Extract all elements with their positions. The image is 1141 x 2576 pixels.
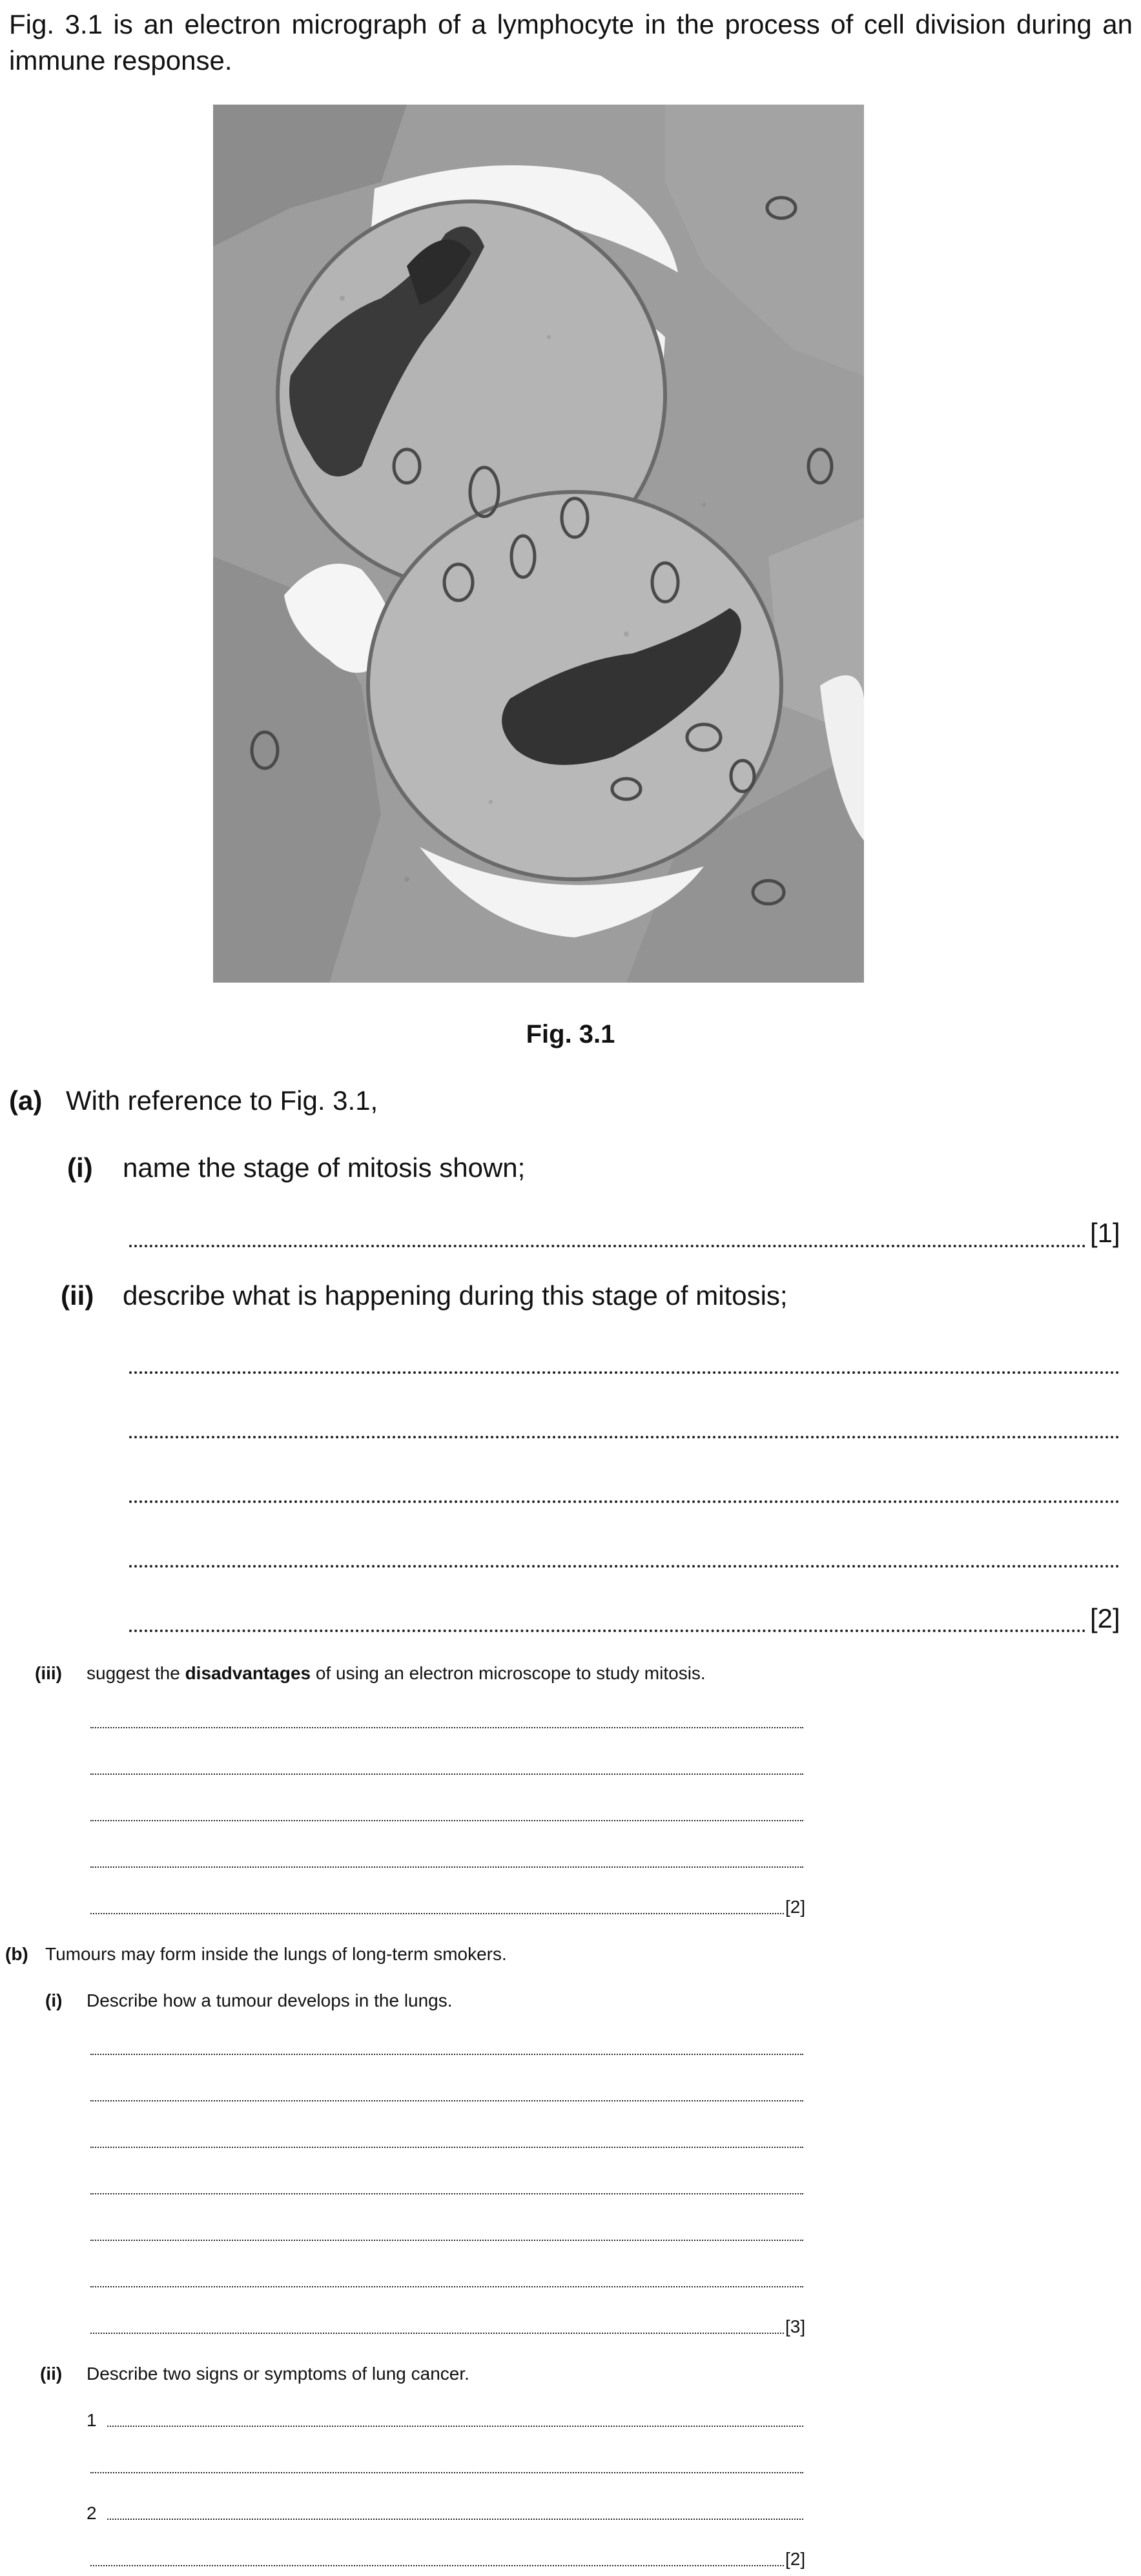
- answer-line[interactable]: [129, 1565, 1120, 1568]
- marks-a-i: [1]: [1090, 1218, 1120, 1248]
- answer-line[interactable]: [90, 2193, 803, 2194]
- answer-line[interactable]: [90, 2286, 803, 2287]
- part-a-ii-text: describe what is happening during this stage of mitosis;: [123, 1280, 788, 1311]
- part-a-iii-text-before: suggest the: [87, 1663, 185, 1683]
- answer-number-2: 2: [87, 2503, 97, 2523]
- answer-line[interactable]: [129, 1630, 1086, 1632]
- part-a-iii-text: [87, 1662, 706, 1684]
- answer-number-1: 1: [87, 2410, 97, 2430]
- marks-a-iii: [2]: [785, 1897, 806, 1917]
- answer-line[interactable]: [90, 1727, 803, 1728]
- answer-line[interactable]: [129, 1371, 1120, 1374]
- answer-line[interactable]: [90, 2100, 803, 2101]
- part-b-i-label: (i): [45, 1990, 63, 2010]
- part-a-iii-label: (iii): [35, 1663, 62, 1683]
- part-b-label: (b): [5, 1944, 28, 1964]
- part-a-iii-text-bold: disadvantages: [185, 1663, 311, 1683]
- answer-line[interactable]: [90, 2240, 803, 2241]
- answer-line[interactable]: [90, 2147, 803, 2148]
- part-b-stem: Tumours may form inside the lungs of long-term smokers.: [45, 1944, 507, 1964]
- answer-line[interactable]: [90, 2472, 803, 2473]
- answer-line[interactable]: [90, 1866, 803, 1868]
- answer-line[interactable]: [129, 1436, 1120, 1438]
- part-b-ii-text: Describe two signs or symptoms of lung cancer.: [87, 2364, 469, 2384]
- part-a-i-text: name the stage of mitosis shown;: [123, 1152, 526, 1183]
- answer-line[interactable]: [90, 2054, 803, 2055]
- part-a-i-label: (i): [67, 1152, 93, 1183]
- figure-caption: Fig. 3.1: [526, 1020, 615, 1048]
- answer-line[interactable]: [129, 1245, 1086, 1247]
- part-a-stem: With reference to Fig. 3.1,: [66, 1085, 378, 1116]
- electron-micrograph: [213, 105, 864, 983]
- part-a-iii-text-after: of using an electron microscope to study mitosis.: [311, 1663, 706, 1683]
- part-a-ii-label: (ii): [61, 1280, 94, 1311]
- marks-b-ii: [2]: [785, 2549, 806, 2569]
- answer-line[interactable]: [107, 2426, 803, 2427]
- answer-line[interactable]: [107, 2519, 803, 2520]
- part-b-i-text: Describe how a tumour develops in the lungs.: [87, 1990, 453, 2010]
- answer-line[interactable]: [90, 1820, 803, 1821]
- answer-line[interactable]: [90, 1774, 803, 1775]
- answer-line[interactable]: [90, 1913, 784, 1914]
- answer-line[interactable]: [129, 1500, 1120, 1503]
- part-b-ii-label: (ii): [40, 2364, 63, 2384]
- answer-line[interactable]: [90, 2333, 784, 2334]
- marks-b-i: [3]: [785, 2316, 806, 2336]
- answer-line[interactable]: [90, 2565, 784, 2566]
- marks-a-ii: [2]: [1090, 1603, 1120, 1633]
- micrograph-image: [213, 105, 864, 983]
- part-a-label: (a): [9, 1085, 43, 1116]
- intro-text: Fig. 3.1 is an electron micrograph of a lymphocyte in the process of cell division during an immune response.: [9, 9, 1133, 76]
